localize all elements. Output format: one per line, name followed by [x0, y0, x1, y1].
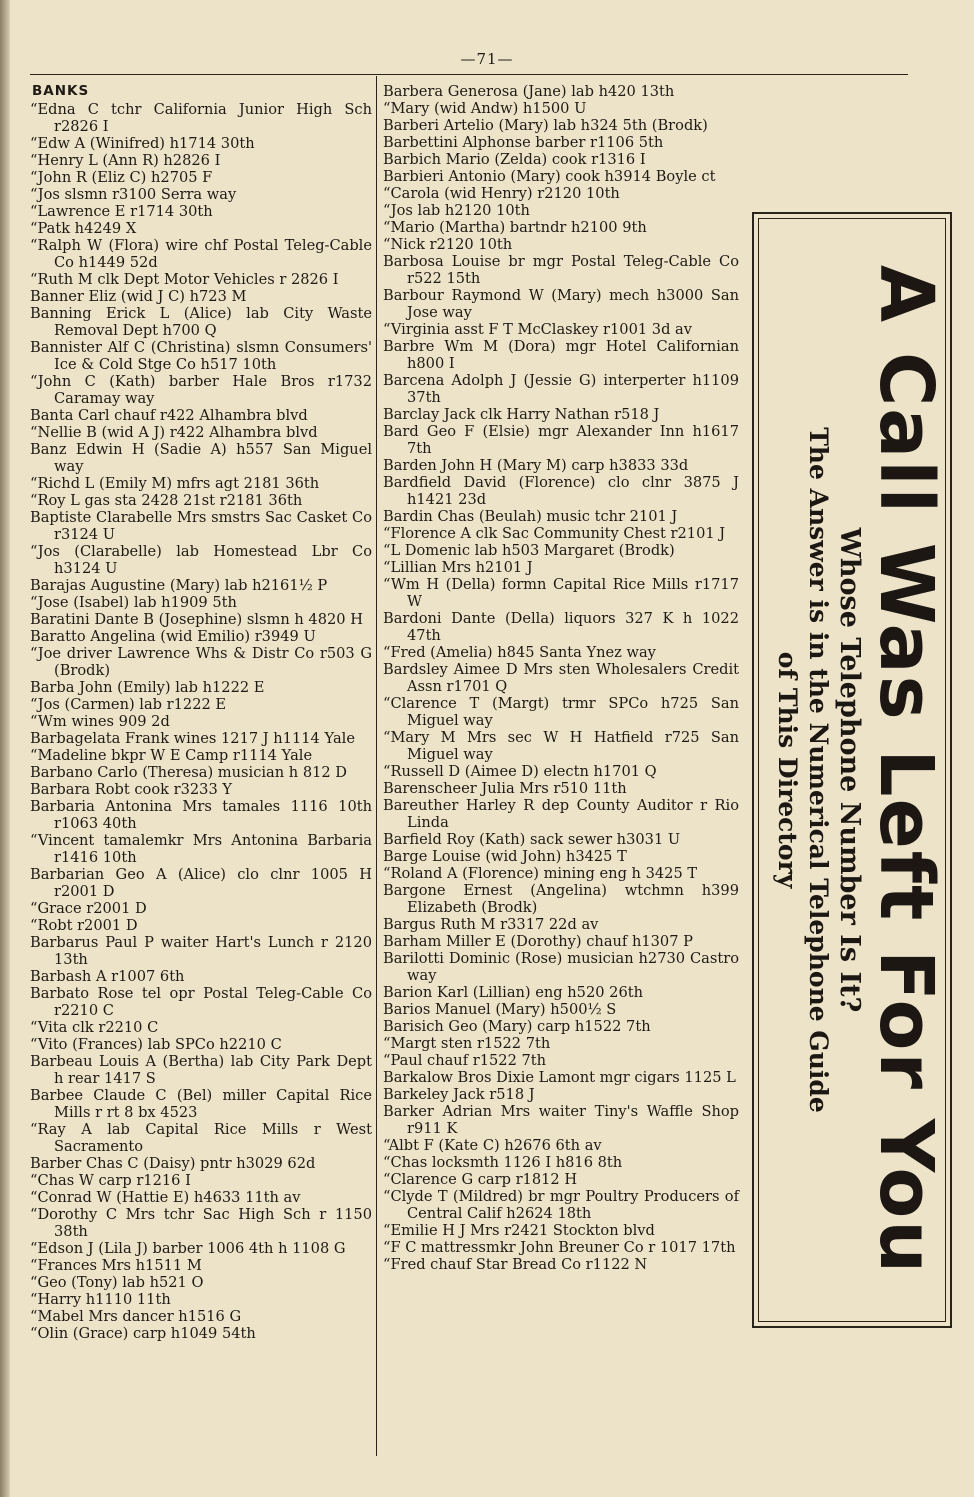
directory-entry: Baptiste Clarabelle Mrs smstrs Sac Casket Co r3124 U	[30, 509, 377, 543]
directory-entry: “Ray A lab Capital Rice Mills r West Sacramento	[30, 1121, 377, 1155]
directory-entry: “Richd L (Emily M) mfrs agt 2181 36th	[30, 475, 320, 492]
directory-entry: “Ralph W (Flora) wire chf Postal Teleg-Cable Co h1449 52d	[30, 237, 377, 271]
directory-entry: “Clyde T (Mildred) br mgr Poultry Producers of Central Calif h2624 18th	[383, 1188, 744, 1222]
directory-entry: Barham Miller E (Dorothy) chauf h1307 P	[383, 933, 693, 950]
directory-entry: “Conrad W (Hattie E) h4633 11th av	[30, 1189, 301, 1206]
ad-line-2: The Answer is in the Numerical Telephone Guide	[804, 427, 833, 1113]
directory-entry: Bardin Chas (Beulah) music tchr 2101 J	[383, 508, 678, 525]
advertisement-text	[757, 225, 947, 1315]
directory-entry: Bardoni Dante (Della) liquors 327 K h 1022 47th	[383, 610, 744, 644]
ad-line-1: Whose Telephone Number Is It?	[834, 527, 865, 1013]
ad-headline: A Call Was Left For You	[863, 264, 949, 1276]
directory-entry: Barion Karl (Lillian) eng h520 26th	[383, 984, 644, 1001]
directory-entry: “Albt F (Kate C) h2676 6th av	[383, 1137, 602, 1154]
column-divider	[376, 76, 377, 1456]
directory-entry: “Olin (Grace) carp h1049 54th	[30, 1325, 256, 1342]
directory-entry: Barisich Geo (Mary) carp h1522 7th	[383, 1018, 651, 1035]
ad-line-3: of This Directory	[773, 651, 802, 889]
directory-entry: Barbettini Alphonse barber r1106 5th	[383, 134, 664, 151]
directory-entry: “Fred (Amelia) h845 Santa Ynez way	[383, 644, 656, 661]
directory-entry: Barbarian Geo A (Alice) clo clnr 1005 H r2001 D	[30, 866, 377, 900]
directory-entry: “Emilie H J Mrs r2421 Stockton blvd	[383, 1222, 655, 1239]
directory-entry: “Margt sten r1522 7th	[383, 1035, 551, 1052]
directory-entry: “Henry L (Ann R) h2826 I	[30, 152, 221, 169]
directory-entry: Barbieri Antonio (Mary) cook h3914 Boyle ct	[383, 168, 716, 185]
directory-entry: Barkalow Bros Dixie Lamont mgr cigars 1125 L	[383, 1069, 736, 1086]
directory-entry: Barbano Carlo (Theresa) musician h 812 D	[30, 764, 348, 781]
directory-entry: “Lawrence E r1714 30th	[30, 203, 213, 220]
directory-entry: Barclay Jack clk Harry Nathan r518 J	[383, 406, 660, 423]
directory-entry: “Carola (wid Henry) r2120 10th	[383, 185, 620, 202]
directory-entry: “Vincent tamalemkr Mrs Antonina Barbaria r1416 10th	[30, 832, 377, 866]
directory-entry: “Patk h4249 X	[30, 220, 137, 237]
directory-entry: “Virginia asst F T McClaskey r1001 3d av	[383, 321, 692, 338]
directory-entry: “Jos (Carmen) lab r1222 E	[30, 696, 227, 713]
directory-entry: Barden John H (Mary M) carp h3833 33d	[383, 457, 689, 474]
directory-entry: Baratini Dante B (Josephine) slsmn h 4820 H	[30, 611, 363, 628]
directory-entry: “Geo (Tony) lab h521 O	[30, 1274, 204, 1291]
advertisement-box	[752, 212, 952, 1328]
directory-entry: Barbarus Paul P waiter Hart's Lunch r 2120 13th	[30, 934, 377, 968]
directory-entry: Bard Geo F (Elsie) mgr Alexander Inn h1617 7th	[383, 423, 744, 457]
directory-entry: “Clarence T (Margt) trmr SPCo h725 San Miguel way	[383, 695, 744, 729]
directory-entry: “Roy L gas sta 2428 21st r2181 36th	[30, 492, 303, 509]
directory-entry: “Vita clk r2210 C	[30, 1019, 159, 1036]
directory-entry: “Frances Mrs h1511 M	[30, 1257, 202, 1274]
directory-entry: Barbee Claude C (Bel) miller Capital Rice Mills r rt 8 bx 4523	[30, 1087, 377, 1121]
directory-entry: Barbich Mario (Zelda) cook r1316 I	[383, 151, 646, 168]
directory-entry: Barge Louise (wid John) h3425 T	[383, 848, 627, 865]
directory-entry: “John R (Eliz C) h2705 F	[30, 169, 213, 186]
directory-entry: “Lillian Mrs h2101 J	[383, 559, 533, 576]
directory-entry: “Mario (Martha) bartndr h2100 9th	[383, 219, 647, 236]
page-edge	[0, 0, 10, 1497]
directory-entry: “Mabel Mrs dancer h1516 G	[30, 1308, 242, 1325]
directory-entry: Banta Carl chauf r422 Alhambra blvd	[30, 407, 308, 424]
directory-entry: Bargone Ernest (Angelina) wtchmn h399 Elizabeth (Brodk)	[383, 882, 744, 916]
directory-entry: “Dorothy C Mrs tchr Sac High Sch r 1150 38th	[30, 1206, 377, 1240]
directory-entry: “Grace r2001 D	[30, 900, 147, 917]
directory-entry: Barfield Roy (Kath) sack sewer h3031 U	[383, 831, 681, 848]
directory-entry: Barbeau Louis A (Bertha) lab City Park Dept h rear 1417 S	[30, 1053, 377, 1087]
directory-entry: “Mary M Mrs sec W H Hatfield r725 San Miguel way	[383, 729, 744, 763]
directory-entry: “Chas locksmth 1126 I h816 8th	[383, 1154, 623, 1171]
running-header: BANKS	[32, 83, 90, 99]
directory-entry: “Wm H (Della) formn Capital Rice Mills r1717 W	[383, 576, 744, 610]
directory-entry: Bardsley Aimee D Mrs sten Wholesalers Credit Assn r1701 Q	[383, 661, 744, 695]
directory-entry: Barbosa Louise br mgr Postal Teleg-Cable Co r522 15th	[383, 253, 744, 287]
directory-entry: Barkeley Jack r518 J	[383, 1086, 535, 1103]
directory-entry: “Clarence G carp r1812 H	[383, 1171, 578, 1188]
directory-entry: Banner Eliz (wid J C) h723 M	[30, 288, 247, 305]
directory-entry: “Chas W carp r1216 I	[30, 1172, 191, 1189]
directory-entry: “Fred chauf Star Bread Co r1122 N	[383, 1256, 648, 1273]
directory-entry: “Vito (Frances) lab SPCo h2210 C	[30, 1036, 282, 1053]
directory-entry: Barilotti Dominic (Rose) musician h2730 Castro way	[383, 950, 744, 984]
directory-entry: “Paul chauf r1522 7th	[383, 1052, 547, 1069]
directory-entry: “Robt r2001 D	[30, 917, 138, 934]
directory-entry: Barios Manuel (Mary) h500½ S	[383, 1001, 617, 1018]
directory-entry: “Jos (Clarabelle) lab Homestead Lbr Co h3124 U	[30, 543, 377, 577]
directory-entry: Barbara Robt cook r3233 Y	[30, 781, 232, 798]
directory-entry: “L Domenic lab h503 Margaret (Brodk)	[383, 542, 675, 559]
directory-entry: “Ruth M clk Dept Motor Vehicles r 2826 I	[30, 271, 339, 288]
directory-entry: Barba John (Emily) lab h1222 E	[30, 679, 265, 696]
directory-entry: “Edw A (Winifred) h1714 30th	[30, 135, 255, 152]
directory-entry: “Mary (wid Andw) h1500 U	[383, 100, 587, 117]
directory-entry: Barbre Wm M (Dora) mgr Hotel Californian h800 I	[383, 338, 744, 372]
directory-entry: “Madeline bkpr W E Camp r1114 Yale	[30, 747, 313, 764]
directory-entry: Barberi Artelio (Mary) lab h324 5th (Brodk)	[383, 117, 708, 134]
directory-entry: Bardfield David (Florence) clo clnr 3875 J h1421 23d	[383, 474, 744, 508]
directory-entry: “F C mattressmkr John Breuner Co r 1017 17th	[383, 1239, 736, 1256]
directory-entry: Barenscheer Julia Mrs r510 11th	[383, 780, 627, 797]
directory-entry: Banz Edwin H (Sadie A) h557 San Miguel way	[30, 441, 377, 475]
header-rule	[30, 74, 908, 75]
directory-entry: “Jose (Isabel) lab h1909 5th	[30, 594, 237, 611]
directory-entry: “Roland A (Florence) mining eng h 3425 T	[383, 865, 698, 882]
directory-entry: Barbagelata Frank wines 1217 J h1114 Yale	[30, 730, 355, 747]
directory-column-middle	[383, 83, 744, 1273]
directory-entry: “Edna C tchr California Junior High Sch r2826 I	[30, 101, 377, 135]
directory-entry: Barbash A r1007 6th	[30, 968, 185, 985]
directory-entry: “Jos lab h2120 10th	[383, 202, 530, 219]
directory-entry: Barbour Raymond W (Mary) mech h3000 San Jose way	[383, 287, 744, 321]
page-number: —71—	[460, 50, 514, 68]
directory-entry: Barbera Generosa (Jane) lab h420 13th	[383, 83, 675, 100]
directory-entry: “Jos slsmn r3100 Serra way	[30, 186, 237, 203]
directory-entry: “Harry h1110 11th	[30, 1291, 171, 1308]
directory-entry: Barbato Rose tel opr Postal Teleg-Cable Co r2210 C	[30, 985, 377, 1019]
directory-entry: Bargus Ruth M r3317 22d av	[383, 916, 599, 933]
directory-entry: Bannister Alf C (Christina) slsmn Consumers' Ice & Cold Stge Co h517 10th	[30, 339, 377, 373]
directory-entry: “Edson J (Lila J) barber 1006 4th h 1108 G	[30, 1240, 346, 1257]
directory-entry: “John C (Kath) barber Hale Bros r1732 Caramay way	[30, 373, 377, 407]
directory-entry: “Nellie B (wid A J) r422 Alhambra blvd	[30, 424, 318, 441]
directory-entry: “Nick r2120 10th	[383, 236, 513, 253]
directory-entry: Barker Adrian Mrs waiter Tiny's Waffle Shop r911 K	[383, 1103, 744, 1137]
directory-entry: Barber Chas C (Daisy) pntr h3029 62d	[30, 1155, 316, 1172]
directory-entry: “Wm wines 909 2d	[30, 713, 170, 730]
directory-entry: Barajas Augustine (Mary) lab h2161½ P	[30, 577, 328, 594]
directory-entry: Baratto Angelina (wid Emilio) r3949 U	[30, 628, 316, 645]
directory-entry: “Joe driver Lawrence Whs & Distr Co r503 G (Brodk)	[30, 645, 377, 679]
directory-entry: Barcena Adolph J (Jessie G) interperter h1109 37th	[383, 372, 744, 406]
directory-entry: Barbaria Antonina Mrs tamales 1116 10th r1063 40th	[30, 798, 377, 832]
directory-entry: “Florence A clk Sac Community Chest r2101 J	[383, 525, 726, 542]
directory-entry: Banning Erick L (Alice) lab City Waste Removal Dept h700 Q	[30, 305, 377, 339]
directory-entry: Bareuther Harley R dep County Auditor r Rio Linda	[383, 797, 744, 831]
directory-column-left	[30, 83, 377, 1342]
directory-entry: “Russell D (Aimee D) electn h1701 Q	[383, 763, 657, 780]
